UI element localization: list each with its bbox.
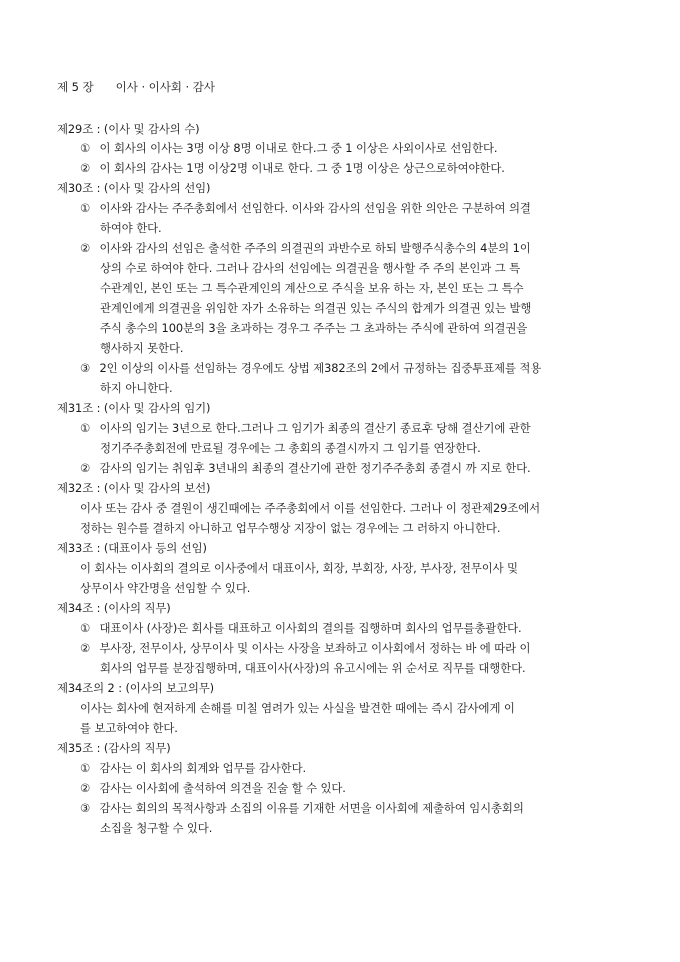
article-30-item-1-cont: 하여야 한다. bbox=[100, 221, 162, 235]
item-number: ③ bbox=[80, 801, 91, 815]
article-34-heading: 제34조 : (이사의 직무) bbox=[57, 601, 171, 615]
article-30-item-2-cont: 주식 총수의 100분의 3을 초과하는 경우그 주주는 그 초과하는 주식에 관하여 의결권을 bbox=[100, 321, 528, 335]
item-text: 감사는 이사회에 출석하여 의견을 진술 할 수 있다. bbox=[99, 781, 346, 795]
article-30-item-3-cont: 하지 아니한다. bbox=[100, 381, 173, 395]
item-number: ① bbox=[80, 761, 91, 775]
item-text: 이사와 감사의 선임은 출석한 주주의 의결권의 과반수로 하되 발행주식총수의 4분의 1이 bbox=[99, 241, 531, 255]
article-30-heading: 제30조 : (이사 및 감사의 선임) bbox=[57, 181, 211, 195]
chapter-heading bbox=[57, 80, 215, 94]
article-30-item-2-cont: 상의 수로 하여야 한다. 그러나 감사의 선임에는 의결권을 행사할 주 주의 본인과 그 특 bbox=[100, 261, 521, 275]
article-34-item-2 bbox=[80, 641, 530, 655]
article-30-item-2-cont: 관계인에게 의결권을 위임한 자가 소유하는 의결권 있는 주식의 합계가 의결권 있는 발행 bbox=[100, 301, 532, 315]
item-text: 감사는 이 회사의 회계와 업무를 감사한다. bbox=[99, 761, 307, 775]
item-text: 이사의 임기는 3년으로 한다.그러나 그 임기가 최종의 결산기 종료후 당해 결산기에 관한 bbox=[99, 421, 531, 435]
article-32-paragraph-cont: 정하는 원수를 결하지 아니하고 업무수행상 지장이 없는 경우에는 그 러하지 아니한다. bbox=[80, 521, 501, 535]
article-33-paragraph-cont: 상무이사 약간명을 선임할 수 있다. bbox=[80, 581, 251, 595]
item-number: ① bbox=[80, 421, 91, 435]
item-number: ② bbox=[80, 161, 91, 175]
item-text: 감사는 회의의 목적사항과 소집의 이유를 기재한 서면을 이사회에 제출하여 임시총회의 bbox=[99, 801, 524, 815]
article-32-paragraph: 이사 또는 감사 중 결원이 생긴때에는 주주총회에서 이를 선임한다. 그러나 이 정관제29조에서 bbox=[80, 501, 540, 515]
article-34-2-paragraph: 이사는 회사에 현저하게 손해를 미칠 염려가 있는 사실을 발견한 때에는 즉시 감사에게 이 bbox=[80, 701, 515, 715]
item-text: 이사와 감사는 주주총회에서 선임한다. 이사와 감사의 선임을 위한 의안은 구분하여 의결 bbox=[99, 201, 531, 215]
article-31-item-2 bbox=[80, 461, 531, 475]
article-34-2-heading: 제34조의 2 : (이사의 보고의무) bbox=[57, 681, 214, 695]
article-30-item-3 bbox=[80, 361, 541, 375]
article-35-heading: 제35조 : (감사의 직무) bbox=[57, 741, 171, 755]
item-number: ② bbox=[80, 781, 91, 795]
article-34-item-2-cont: 회사의 업무를 분장집행하며, 대표이사(사장)의 유고시에는 위 순서로 직무를 대행한다. bbox=[100, 661, 526, 675]
article-31-item-1 bbox=[80, 421, 531, 435]
article-35-item-3-cont: 소집을 청구할 수 있다. bbox=[100, 821, 213, 835]
item-number: ③ bbox=[80, 361, 91, 375]
item-number: ① bbox=[80, 201, 91, 215]
article-35-item-2 bbox=[80, 781, 346, 795]
chapter-title: 이사 · 이사회 · 감사 bbox=[115, 80, 215, 94]
article-31-heading: 제31조 : (이사 및 감사의 임기) bbox=[57, 401, 211, 415]
article-33-paragraph: 이 회사는 이사회의 결의로 이사중에서 대표이사, 회장, 부회장, 사장, 부사장, 전무이사 및 bbox=[80, 561, 518, 575]
article-29-item-1 bbox=[80, 141, 497, 155]
item-number: ① bbox=[80, 141, 91, 155]
article-30-item-2-cont: 행사하지 못한다. bbox=[100, 341, 184, 355]
item-number: ② bbox=[80, 461, 91, 475]
item-text: 2인 이상의 이사를 선임하는 경우에도 상법 제382조의 2에서 규정하는 집중투표제를 적용 bbox=[99, 361, 542, 375]
item-text: 이 회사의 이사는 3명 이상 8명 이내로 한다.그 중 1 이상은 사외이사로 선임한다. bbox=[99, 141, 498, 155]
item-number: ① bbox=[80, 621, 91, 635]
article-30-item-2 bbox=[80, 241, 531, 255]
item-text: 대표이사 (사장)은 회사를 대표하고 이사회의 결의를 집행하며 회사의 업무를총괄한다. bbox=[99, 621, 522, 635]
article-35-item-1 bbox=[80, 761, 306, 775]
article-33-heading: 제33조 : (대표이사 등의 선임) bbox=[57, 541, 207, 555]
article-30-item-1 bbox=[80, 201, 531, 215]
item-text: 이 회사의 감사는 1명 이상2명 이내로 한다. 그 중 1명 이상은 상근으로하여야한다. bbox=[99, 161, 505, 175]
article-31-item-1-cont: 정기주주총회전에 만료될 경우에는 그 총회의 종결시까지 그 임기를 연장한다. bbox=[100, 441, 481, 455]
article-35-item-3 bbox=[80, 801, 524, 815]
chapter-number: 제 5 장 bbox=[57, 80, 94, 94]
article-32-heading: 제32조 : (이사 및 감사의 보선) bbox=[57, 481, 211, 495]
item-text: 감사의 임기는 취임후 3년내의 최종의 결산기에 관한 정기주주총회 종결시 까 지로 한다. bbox=[99, 461, 531, 475]
article-29-item-2 bbox=[80, 161, 505, 175]
article-29-heading: 제29조 : (이사 및 감사의 수) bbox=[57, 122, 200, 136]
item-text: 부사장, 전무이사, 상무이사 및 이사는 사장을 보좌하고 이사회에서 정하는 바 에 따라 이 bbox=[99, 641, 531, 655]
article-34-item-1 bbox=[80, 621, 522, 635]
item-number: ② bbox=[80, 241, 91, 255]
article-34-2-paragraph-cont: 를 보고하여야 한다. bbox=[80, 721, 178, 735]
item-number: ② bbox=[80, 641, 91, 655]
article-30-item-2-cont: 수관계인, 본인 또는 그 특수관계인의 계산으로 주식을 보유 하는 자, 본인 또는 그 특수 bbox=[100, 281, 524, 295]
